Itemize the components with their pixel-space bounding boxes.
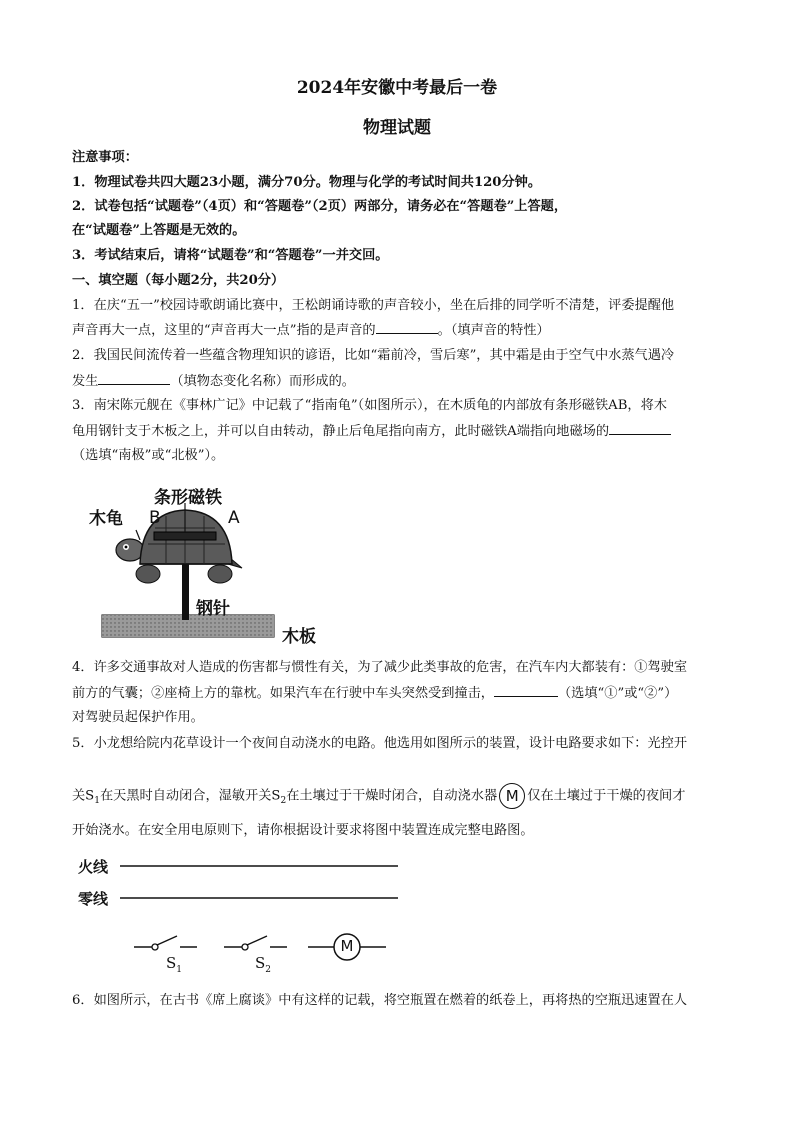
switch-s2-blade <box>247 936 267 945</box>
q5-line-1: 5．小龙想给院内花草设计一个夜间自动浇水的电路。他选用如图所示的装置，设计电路要求如下：光控开 <box>72 736 688 751</box>
exam-subtitle: 物理试题 <box>363 118 431 138</box>
label-needle: 钢针 <box>196 599 230 619</box>
switch-s1-blade <box>157 936 177 945</box>
q3-line-2 <box>72 422 732 441</box>
label-neutral-wire: 零线 <box>78 890 109 908</box>
turtle-pupil <box>125 546 128 549</box>
q5-sub-1: 1 <box>94 796 100 807</box>
q4-answer-blank <box>494 684 558 697</box>
notice-item-3: 3．考试结束后，请将“试题卷”和“答题卷”一并交回。 <box>72 248 389 263</box>
q2-text-post: （填物态变化名称）而形成的。 <box>170 374 355 389</box>
q4-line-1: 4．许多交通事故对人造成的伤害都与惯性有关，为了减少此类事故的危害，在汽车内大都装有：①驾驶室 <box>72 660 688 675</box>
circuit-figure-svg <box>76 852 406 982</box>
notice-item-1: 1．物理试卷共四大题23小题，满分70分。物理与化学的考试时间共120分钟。 <box>72 175 542 190</box>
bar-magnet-shape <box>154 532 216 540</box>
label-board: 木板 <box>282 627 316 647</box>
notice-item-2: 2．试卷包括“试题卷”（4页）和“答题卷”（2页）两部分，请务必在“答题卷”上答题， <box>72 199 568 214</box>
q2-line-1: 2．我国民间流传着一些蕴含物理知识的谚语，比如“霜前冷，雪后寒”，其中霜是由于空气中水蒸气遇冷 <box>72 348 675 363</box>
label-s1-letter: S <box>166 954 177 972</box>
q5-text-b: 在天黑时自动闭合，湿敏开关S <box>99 788 281 804</box>
label-end-a: A <box>228 508 240 528</box>
q6-line-1: 6．如图所示，在古书《席上腐谈》中有这样的记载，将空瓶置在燃着的纸卷上，再将热的空瓶迅速置在人 <box>72 993 688 1008</box>
q1-text-pre: 声音再大一点，这里的“声音再大一点”指的是声音的 <box>72 323 376 338</box>
q4-line-3: 对驾驶员起保护作用。 <box>72 710 204 725</box>
q3-line-3: （选填“南极”或“北极”）。 <box>72 448 225 463</box>
q3-line-1: 3．南宋陈元舰在《事林广记》中记载了“指南龟”（如图所示），在木质龟的内部放有条形磁铁AB，将木 <box>72 398 667 413</box>
q1-line-1: 1．在庆“五一”校园诗歌朗诵比赛中，王松朗诵诗歌的声音较小，坐在后排的同学听不清楚，评委提醒他 <box>72 298 675 313</box>
notice-item-2-cont: 在“试题卷”上答题是无效的。 <box>72 223 246 238</box>
q5-text-d: 仅在土壤过于干燥的夜间才 <box>527 788 686 804</box>
turtle-leader-line <box>136 530 140 540</box>
circuit-figure <box>76 852 406 982</box>
exam-title: 2024年安徽中考最后一卷 <box>296 78 498 98</box>
label-live-wire: 火线 <box>78 858 109 876</box>
label-motor: M <box>340 937 354 955</box>
turtle-leg-front <box>136 565 160 583</box>
q1-answer-blank <box>376 321 438 334</box>
q4-line-2 <box>72 684 732 703</box>
label-switch-s2 <box>255 954 271 975</box>
q4-text-pre: 前方的气囊；②座椅上方的靠枕。如果汽车在行驶中车头突然受到撞击， <box>72 686 494 701</box>
q3-answer-blank <box>609 422 671 435</box>
notice-heading: 注意事项： <box>72 150 138 165</box>
q2-answer-blank <box>98 372 170 385</box>
q2-text-pre: 发生 <box>72 374 99 389</box>
turtle-leg-back <box>208 565 232 583</box>
q5-line-2 <box>72 783 732 814</box>
label-s1-sub: 1 <box>176 965 183 975</box>
motor-symbol-inline: M <box>499 783 525 809</box>
q4-text-post: （选填“①”或“②”） <box>558 686 678 701</box>
q5-line-3: 开始浇水。在安全用电原则下，请你根据设计要求将图中装置连成完整电路图。 <box>72 823 534 838</box>
label-turtle: 木龟 <box>89 509 123 529</box>
label-s2-letter: S <box>255 954 266 972</box>
section-heading: 一、填空题（每小题2分，共20分） <box>72 273 285 288</box>
label-magnet: 条形磁铁 <box>154 488 222 508</box>
q2-line-2 <box>72 372 732 391</box>
steel-needle-shape <box>182 564 189 620</box>
q5-sub-2: 2 <box>280 796 287 807</box>
q3-text: 龟用钢针支于木板之上，并可以自由转动，静止后龟尾指向南方，此时磁铁A端指向地磁场的 <box>72 424 610 439</box>
label-switch-s1 <box>166 954 182 975</box>
q5-text-c: 在土壤过于干燥时闭合，自动浇水器 <box>286 788 498 804</box>
q5-text-a: 关S <box>72 788 95 804</box>
q1-line-2 <box>72 321 732 340</box>
label-s2-sub: 2 <box>265 965 272 975</box>
label-end-b: B <box>149 508 161 528</box>
turtle-figure <box>70 478 340 648</box>
q1-text-post: 。（填声音的特性） <box>437 323 550 338</box>
